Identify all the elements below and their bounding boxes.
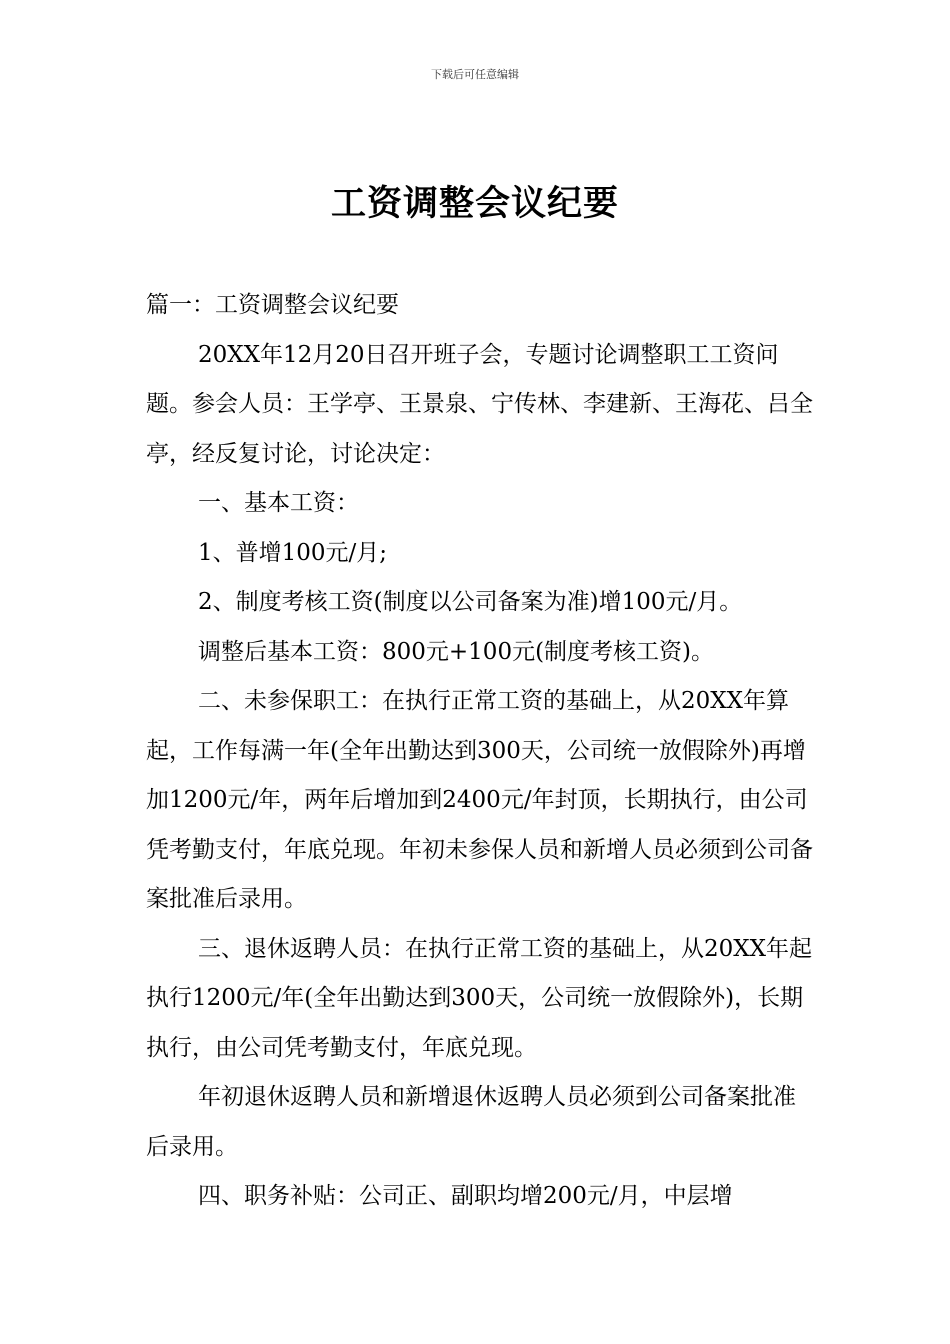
- paragraph-adjusted-basic-salary: 调整后基本工资：800元+100元(制度考核工资)。: [198, 638, 715, 665]
- paragraph-position-allowance: 四、职务补贴：公司正、副职均增200元/月，中层增: [198, 1183, 733, 1209]
- paragraph-retired-rehired-filing: 年初退休返聘人员和新增退休返聘人员必须到公司备案批准后录用。: [146, 1084, 796, 1160]
- header-note: 下载后可任意编辑: [431, 68, 519, 81]
- section-heading: 篇一：工资调整会议纪要: [146, 292, 399, 318]
- document-title: 工资调整会议纪要: [330, 184, 619, 224]
- paragraph-basic-salary-heading: 一、基本工资：: [198, 490, 359, 516]
- paragraph-meeting-intro: 20XX年12月20日召开班子会，专题讨论调整职工工资问题。参会人员：王学亭、王景泉、宁传林、李建新、王海花、吕全亭，经反复讨论，讨论决定：: [146, 341, 813, 467]
- paragraph-basic-salary-item-1: 1、普增100元/月;: [198, 539, 388, 566]
- paragraph-uninsured-staff: 二、未参保职工：在执行正常工资的基础上，从20XX年算起，工作每满一年(全年出勤达到300天，公司统一放假除外)再增加1200元/年，两年后增加到2400元/年封顶，长期执行，由公司凭考勤支付，年底兑现。年初未参保人员和新增人员必须到公司备案批准后录用。: [146, 688, 813, 912]
- paragraph-basic-salary-item-2: 2、制度考核工资(制度以公司备案为准)增100元/月。: [198, 589, 743, 615]
- document-body: [146, 281, 814, 1222]
- paragraph-retired-rehired: 三、退休返聘人员：在执行正常工资的基础上，从20XX年起执行1200元/年(全年出勤达到300天，公司统一放假除外)，长期执行，由公司凭考勤支付，年底兑现。: [146, 935, 813, 1061]
